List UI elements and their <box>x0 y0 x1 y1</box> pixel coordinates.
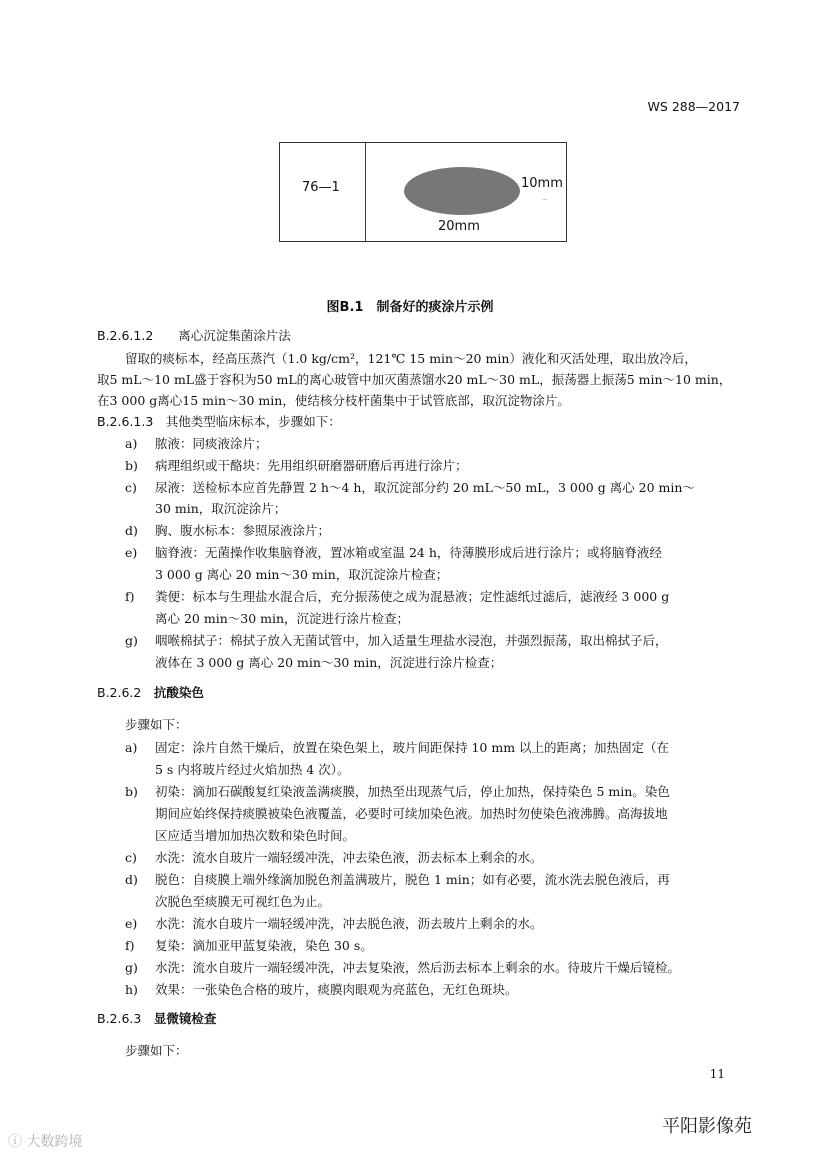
paragraph-line: 留取的痰标本，经高压蒸汽（1.0 kg/cm²，121℃ 15 min～20 min）液化和灭活处理，取出放冷后， <box>125 351 697 366</box>
section-heading-b2613: B.2.6.1.3 其他类型临床标本，步骤如下： <box>97 414 341 429</box>
list-marker: d) <box>125 872 138 887</box>
section-title: 抗酸染色 <box>153 685 204 700</box>
smear-oval <box>404 167 520 215</box>
figure-caption: 图B.1 制备好的痰涂片示例 <box>326 300 494 315</box>
section-heading-b2612: B.2.6.1.2 离心沉淀集菌涂片法 <box>97 328 291 343</box>
list-marker: c) <box>125 850 137 865</box>
figure-width-label: 20mm <box>438 219 480 234</box>
section-title: 显微镜检查 <box>153 1011 217 1026</box>
list-item-line: 30 min，取沉淀涂片； <box>155 501 287 516</box>
list-marker: e) <box>125 916 138 931</box>
figure-tick-marks: ... <box>542 195 548 202</box>
list-item-line: 粪便：标本与生理盐水混合后，充分振荡使之成为混悬液；定性滤纸过滤后，滤液经 3 000 g <box>155 589 670 604</box>
figure-divider <box>365 143 366 241</box>
list-marker: g) <box>125 633 138 648</box>
list-marker: b) <box>125 784 138 799</box>
list-marker: d) <box>125 523 138 538</box>
list-item-line: 脓液：同痰液涂片； <box>155 436 268 451</box>
list-item-line: 复染：滴加亚甲蓝复染液，染色 30 s。 <box>155 938 373 953</box>
list-item-line: 水洗：流水自玻片一端轻缓冲洗，冲去染色液，沥去标本上剩余的水。 <box>155 850 543 865</box>
figure-height-label: 10mm <box>521 176 563 191</box>
intro-line: 步骤如下： <box>125 1043 188 1058</box>
figure-sample-id: 76—1 <box>302 180 340 195</box>
list-item-line: 区应适当增加加热次数和染色时间。 <box>155 828 356 843</box>
list-marker: g) <box>125 960 138 975</box>
list-marker: f) <box>125 589 135 604</box>
list-marker: h) <box>125 982 138 997</box>
list-item-line: 期间应始终保持痰膜被染色液覆盖，必要时可续加染色液。加热时勿使染色液沸腾。高海拔地 <box>155 806 668 821</box>
list-item-line: 水洗：流水自玻片一端轻缓冲洗，冲去复染液，然后沥去标本上剩余的水。待玻片干燥后镜检。 <box>155 960 681 975</box>
smear-figure <box>279 142 567 242</box>
list-marker: a) <box>125 740 138 755</box>
list-item-line: 尿液：送检标本应首先静置 2 h～4 h，取沉淀部分约 20 mL～50 mL，3 000 g 离心 20 min～ <box>155 480 695 495</box>
list-item-line: 效果：一张染色合格的玻片，痰膜肉眼观为亮蓝色，无红色斑块。 <box>155 982 518 997</box>
list-item-line: 咽喉棉拭子：棉拭子放入无菌试管中，加入适量生理盐水浸泡，并强烈振荡，取出棉拭子后， <box>155 633 668 648</box>
list-item-line: 离心 20 min～30 min，沉淀进行涂片检查； <box>155 611 410 626</box>
list-marker: a) <box>125 436 138 451</box>
page-number: 11 <box>709 1067 725 1081</box>
list-item-line: 脑脊液：无菌操作收集脑脊液，置冰箱或室温 24 h，待薄膜形成后进行涂片；或将脑脊液经 <box>155 545 662 560</box>
list-marker: f) <box>125 938 135 953</box>
list-item-line: 水洗：流水自玻片一端轻缓冲洗，冲去脱色液，沥去玻片上剩余的水。 <box>155 916 543 931</box>
list-item-line: 次脱色至痰膜无可视红色为止。 <box>155 894 331 909</box>
section-number: B.2.6.3 <box>97 1011 142 1026</box>
paragraph-line: 在3 000 g离心15 min～30 min，使结核分枝杆菌集中于试管底部，取沉淀物涂片。 <box>97 393 570 408</box>
intro-line: 步骤如下： <box>125 717 188 732</box>
paragraph-line: 取5 mL～10 mL盛于容积为50 mL的离心玻管中加灭菌蒸馏水20 mL～30 mL，振荡器上振荡5 min～10 min， <box>97 372 732 387</box>
watermark-left: ⓘ 大数跨境 <box>8 1134 83 1150</box>
list-item-line: 液体在 3 000 g 离心 20 min～30 min，沉淀进行涂片检查； <box>155 655 503 670</box>
standard-number: WS 288—2017 <box>647 99 740 114</box>
list-marker: b) <box>125 458 138 473</box>
watermark-right: 平阳影像苑 <box>662 1116 752 1137</box>
list-item-line: 初染：滴加石碳酸复红染液盖满痰膜，加热至出现蒸气后，停止加热，保持染色 5 min。染色 <box>155 784 670 799</box>
list-item-line: 5 s 内将玻片经过火焰加热 4 次）。 <box>155 762 350 777</box>
section-number: B.2.6.2 <box>97 685 142 700</box>
list-item-line: 脱色：自痰膜上端外缘滴加脱色剂盖满玻片，脱色 1 min；如有必要，流水洗去脱色液后，再 <box>155 872 670 887</box>
section-heading-b263 <box>97 1011 216 1027</box>
list-item-line: 3 000 g 离心 20 min～30 min，取沉淀涂片检查； <box>155 567 449 582</box>
list-item-line: 固定：涂片自然干燥后，放置在染色架上，玻片间距保持 10 mm 以上的距离；加热固定（在 <box>155 740 670 755</box>
section-heading-b262 <box>97 685 204 701</box>
list-item-line: 胸、腹水标本：参照尿液涂片； <box>155 523 331 538</box>
list-item-line: 病理组织或干酪块：先用组织研磨器研磨后再进行涂片； <box>155 458 468 473</box>
list-marker: c) <box>125 480 137 495</box>
list-marker: e) <box>125 545 138 560</box>
